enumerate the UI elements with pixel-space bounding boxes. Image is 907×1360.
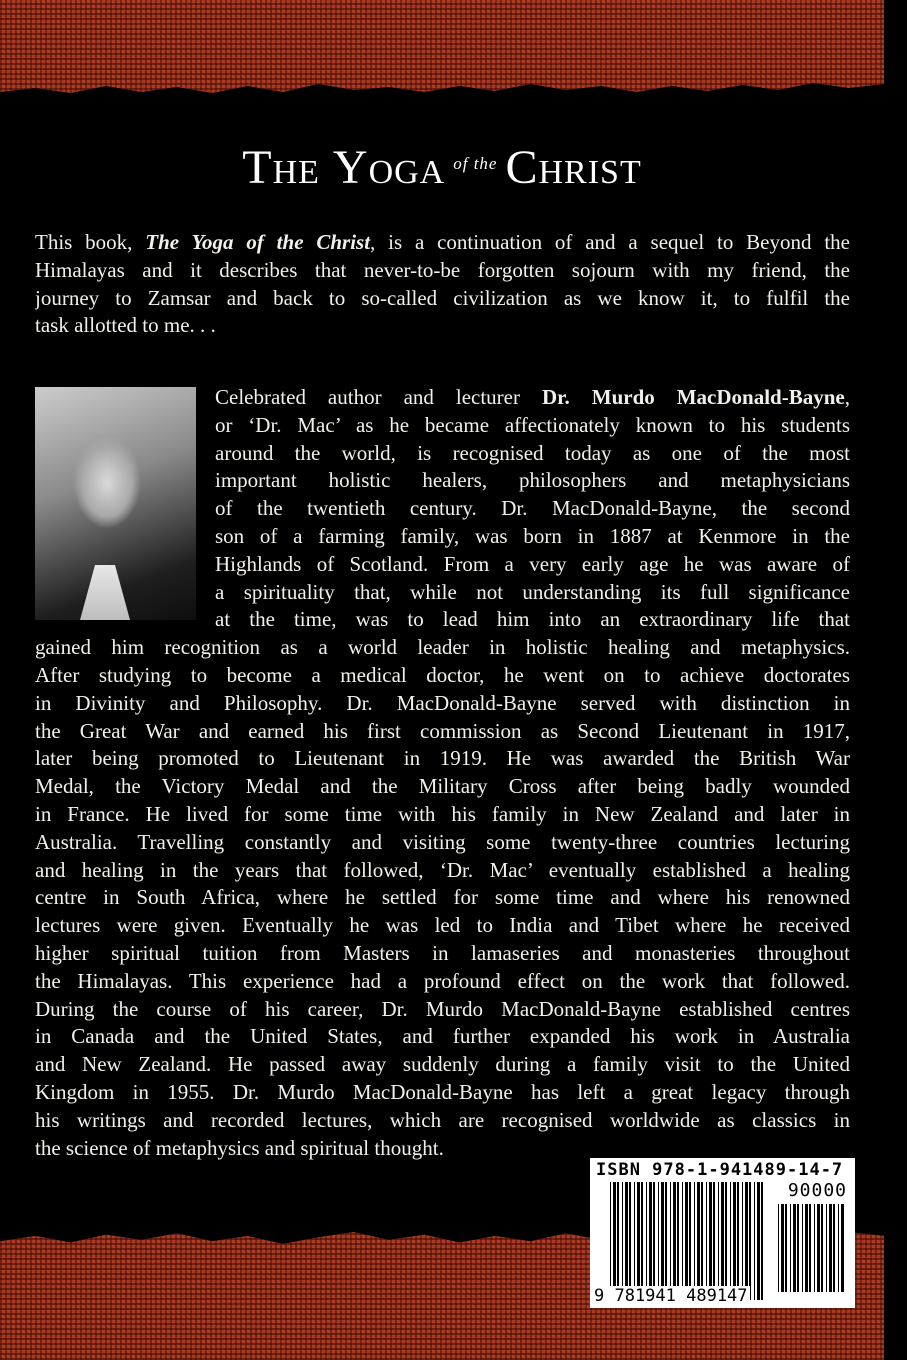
barcode-bar <box>761 1182 763 1300</box>
barcode-bar <box>641 1182 643 1300</box>
ean-number: 9 781941 489147 <box>594 1286 748 1306</box>
bio-line: Australia. Travelling constantly and visiting some twenty-three countries lecturing <box>35 829 850 854</box>
barcode-bar <box>713 1182 715 1300</box>
barcode-bar <box>802 1204 803 1292</box>
barcode-bar <box>829 1204 832 1292</box>
bio-line: Medal, the Victory Medal and the Military Cross after being badly wounded <box>35 774 850 799</box>
barcode-bar <box>689 1182 691 1300</box>
bio-line: in France. He lived for some time with his family in New Zealand and later in <box>35 801 850 826</box>
bio-line: centre in South Africa, where he settled for some time and where his renowned <box>35 885 850 910</box>
barcode-bar <box>625 1182 628 1300</box>
intro-paragraph <box>35 229 850 340</box>
bio-line: the science of metaphysics and spiritual thought. <box>35 1135 444 1160</box>
price-code: 90000 <box>787 1180 847 1201</box>
book-title <box>0 140 884 195</box>
barcode-bar <box>649 1182 652 1300</box>
barcode-bar <box>673 1182 676 1300</box>
isbn-label: ISBN 978-1-941489-14-7 <box>596 1160 844 1180</box>
bio-line: in Canada and the United States, and further expanded his work in Australia <box>35 1024 850 1049</box>
barcode-bar <box>721 1182 724 1300</box>
barcode-bar <box>817 1204 820 1292</box>
isbn-barcode <box>590 1158 855 1308</box>
barcode-bar <box>682 1182 683 1300</box>
bio-line: and New Zealand. He passed away suddenly during a family visit to the United <box>35 1052 850 1077</box>
bio-line: lectures were given. Eventually he was led to India and Tibet where he received <box>35 913 850 938</box>
intro-line <box>35 229 850 257</box>
bio-line: After studying to become a medical doctor, he went on to achieve doctorates <box>35 662 850 687</box>
barcode-bar <box>785 1204 787 1292</box>
bio-line: at the time, was to lead him into an extraordinary life that <box>215 607 850 632</box>
barcode-bar <box>677 1182 679 1300</box>
bio-line: the Himalayas. This experience had a profound effect on the work that followed. <box>35 968 850 993</box>
barcode-bar <box>697 1182 700 1300</box>
barcode-bar <box>725 1182 727 1300</box>
author-name: Dr. Murdo MacDonald-Bayne <box>541 385 845 409</box>
barcode-bar <box>706 1182 707 1300</box>
addon-barcode-bars <box>778 1204 844 1292</box>
text: , <box>844 385 850 409</box>
barcode-bar <box>737 1182 739 1300</box>
bio-line: During the course of his career, Dr. Murdo MacDonald-Bayne established centres <box>35 996 850 1021</box>
intro-line: journey to Zamsar and back to so-called civilization as we know it, to fulfil the <box>35 285 850 310</box>
barcode-bar <box>805 1204 808 1292</box>
barcode-bar <box>661 1182 664 1300</box>
barcode-bar <box>814 1204 815 1292</box>
barcode-bar <box>622 1182 623 1300</box>
barcode-bar <box>833 1204 835 1292</box>
bio-line: in Divinity and Philosophy. Dr. MacDonald-Bayne served with distinction in <box>35 690 850 715</box>
bio-line: and healing in the years that followed, ‘Dr. Mac’ eventually established a healing <box>35 857 850 882</box>
text: , is a continuation of and a sequel to Beyond the <box>370 230 850 254</box>
bio-line: around the world, is recognised today as one of the most <box>215 440 850 465</box>
barcode-bar <box>646 1182 647 1300</box>
bio-line: important holistic healers, philosophers and metaphysicians <box>215 468 850 493</box>
title-the: The <box>242 141 320 194</box>
text: Celebrated author and lecturer <box>215 385 542 409</box>
title-of-the: of the <box>453 154 498 173</box>
barcode-bar <box>670 1182 671 1300</box>
bio-line: or ‘Dr. Mac’ as he became affectionately known to his students <box>215 412 850 437</box>
barcode-bar <box>658 1182 659 1300</box>
red-cloth-top-border <box>0 0 884 100</box>
title-christ: Christ <box>505 141 642 194</box>
barcode-bar <box>757 1182 760 1300</box>
barcode-bar <box>733 1182 736 1300</box>
bio-line: gained him recognition as a world leader in holistic healing and metaphysics. <box>35 635 850 660</box>
bio-line: Kingdom in 1955. Dr. Murdo MacDonald-Bayne has left a great legacy through <box>35 1079 850 1104</box>
barcode-bar <box>745 1182 748 1300</box>
barcode-bar <box>613 1182 616 1300</box>
barcode-bar <box>610 1182 611 1300</box>
barcode-bar <box>790 1204 791 1292</box>
bio-line: son of a farming family, was born in 1887 at Kenmore in the <box>215 523 850 548</box>
bio-line: later being promoted to Lieutenant in 1919. He was awarded the British War <box>35 746 850 771</box>
bio-line: the Great War and earned his first commission as Second Lieutenant in 1917, <box>35 718 850 743</box>
text: This book, <box>35 230 146 254</box>
barcode-bars <box>610 1182 768 1300</box>
bio-line: higher spiritual tuition from Masters in lamaseries and monasteries throughout <box>35 940 850 965</box>
intro-line: Himalayas and it describes that never-to-be forgotten sojourn with my friend, the <box>35 257 850 282</box>
barcode-bar <box>781 1204 784 1292</box>
bio-line: a spirituality that, while not understanding its full significance <box>215 579 850 604</box>
title-yoga: Yoga <box>332 141 446 194</box>
barcode-bar <box>821 1204 823 1292</box>
bio-line: his writings and recorded lectures, which are recognised worldwide as classics in <box>35 1107 850 1132</box>
barcode-bar <box>634 1182 635 1300</box>
barcode-bar <box>826 1204 827 1292</box>
barcode-bar <box>709 1182 712 1300</box>
barcode-bar <box>685 1182 688 1300</box>
barcode-bar <box>754 1182 755 1300</box>
barcode-bar <box>629 1182 631 1300</box>
barcode-bar <box>841 1204 844 1292</box>
barcode-bar <box>797 1204 799 1292</box>
author-bio <box>35 384 850 1162</box>
bio-line: of the twentieth century. Dr. MacDonald-Bayne, the second <box>215 496 850 521</box>
barcode-bar <box>809 1204 811 1292</box>
barcode-bar <box>637 1182 640 1300</box>
barcode-bar <box>793 1204 796 1292</box>
barcode-bar <box>749 1182 751 1300</box>
barcode-bar <box>778 1204 779 1292</box>
barcode-bar <box>730 1182 731 1300</box>
barcode-bar <box>718 1182 719 1300</box>
barcode-bar <box>665 1182 667 1300</box>
barcode-bar <box>653 1182 655 1300</box>
barcode-bar <box>617 1182 619 1300</box>
barcode-bar <box>838 1204 839 1292</box>
bio-line: Highlands of Scotland. From a very early age he was aware of <box>215 551 850 576</box>
intro-line: task allotted to me. . . <box>35 313 216 338</box>
barcode-bar <box>694 1182 695 1300</box>
bio-line <box>215 384 850 412</box>
barcode-bar <box>701 1182 703 1300</box>
book-title-italic: The Yoga of the Christ <box>145 230 371 254</box>
barcode-bar <box>742 1182 743 1300</box>
